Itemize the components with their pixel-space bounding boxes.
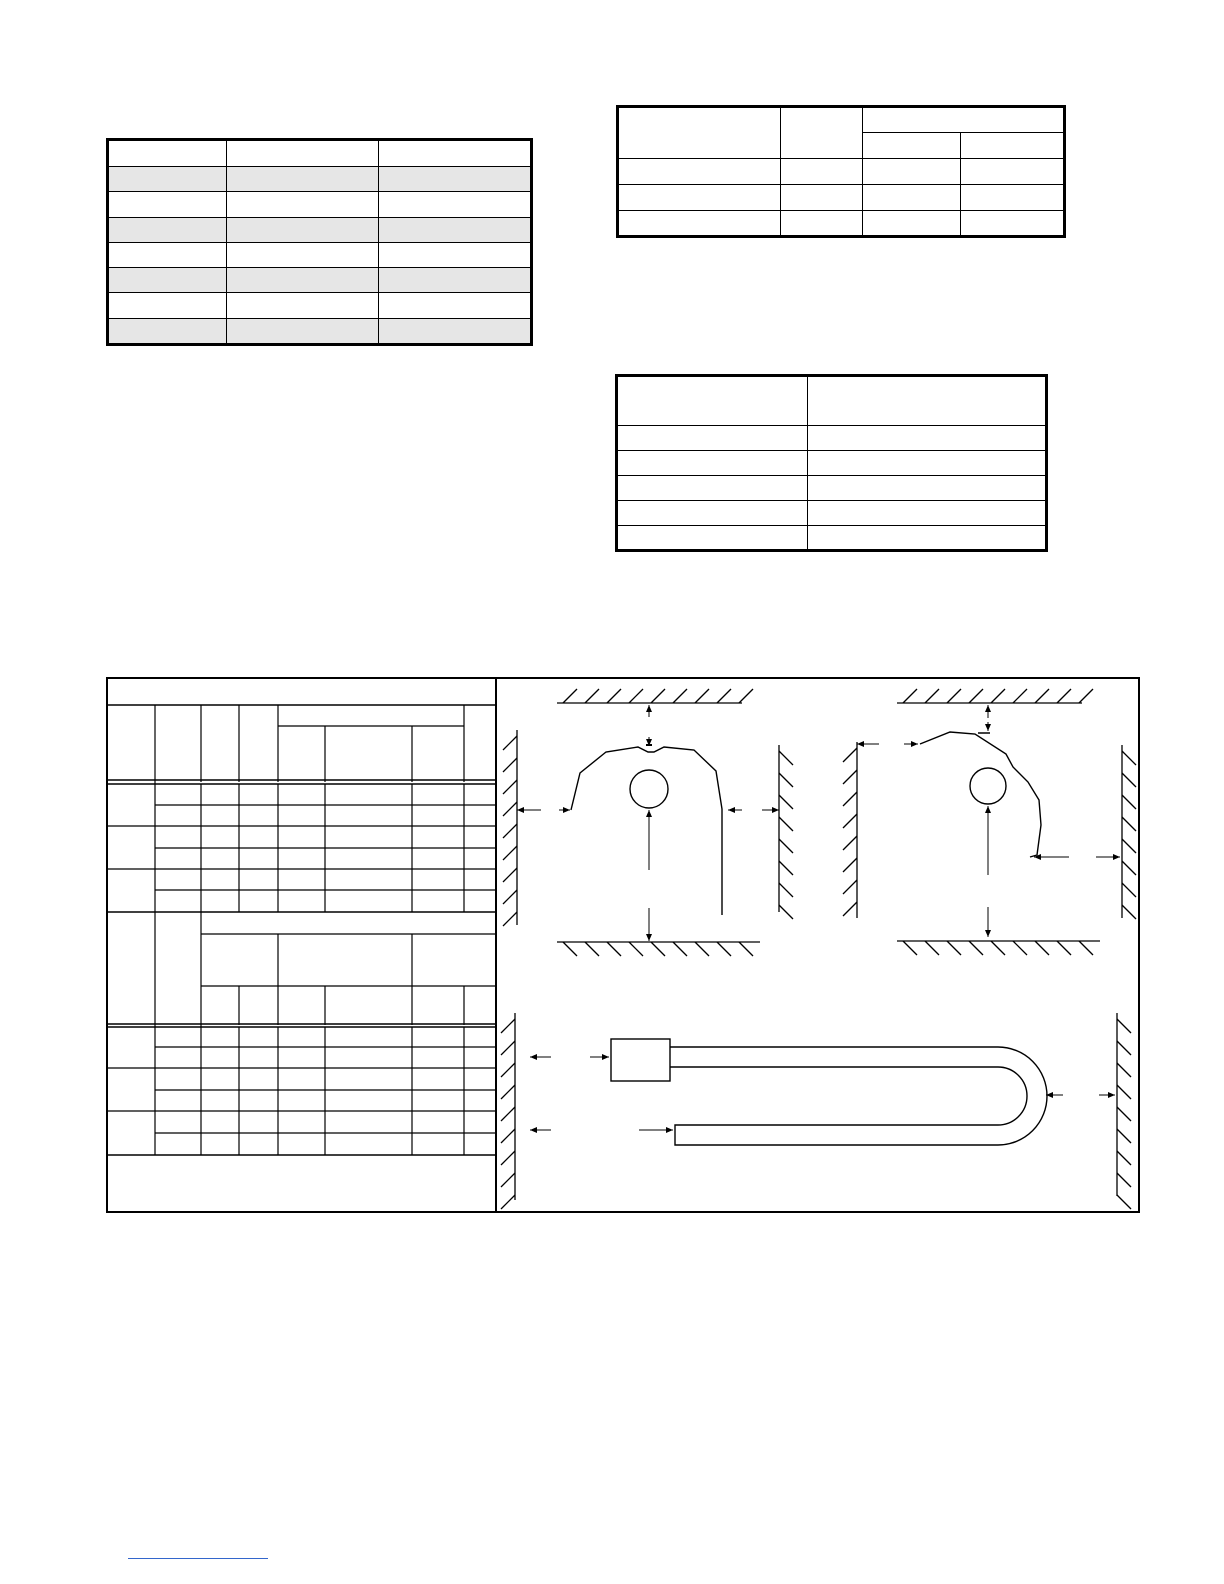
wall-hatch: [501, 1085, 515, 1099]
wall-hatch: [651, 942, 665, 956]
wall-hatch: [503, 868, 517, 882]
clearance-table: [107, 705, 496, 1155]
wall-hatch: [947, 689, 961, 703]
wall-hatch: [1122, 839, 1136, 853]
wall-hatch: [779, 861, 793, 875]
appliance-diagram-side: [920, 732, 1041, 857]
wall-hatch: [695, 689, 709, 703]
wall-hatch: [563, 689, 577, 703]
wall-hatch: [1117, 1063, 1131, 1077]
wall-hatch: [843, 858, 857, 872]
wall-hatch: [1057, 941, 1071, 955]
wall-hatch: [1117, 1107, 1131, 1121]
wall-hatch: [501, 1019, 515, 1033]
wall-hatch: [1117, 1195, 1131, 1209]
wall-hatch: [1057, 689, 1071, 703]
wall-hatch: [673, 942, 687, 956]
wall-hatch: [1117, 1151, 1131, 1165]
wall-hatch: [1122, 817, 1136, 831]
wall-hatch: [501, 1195, 515, 1209]
wall-hatch: [1122, 905, 1136, 919]
tube-heater-diagram: [611, 1039, 1047, 1145]
wall-hatch: [779, 905, 793, 919]
wall-hatch: [585, 689, 599, 703]
wall-hatch: [739, 689, 753, 703]
wall-hatches: [501, 689, 1136, 1209]
wall-hatch: [501, 1151, 515, 1165]
wall-hatch: [503, 912, 517, 926]
wall-hatch: [925, 689, 939, 703]
wall-hatch: [1117, 1085, 1131, 1099]
wall-hatch: [673, 689, 687, 703]
wall-hatch: [843, 902, 857, 916]
wall-hatch: [717, 689, 731, 703]
wall-hatch: [843, 880, 857, 894]
wall-hatch: [1117, 1129, 1131, 1143]
wall-hatch: [1122, 795, 1136, 809]
wall-hatch: [717, 942, 731, 956]
wall-hatch: [1035, 941, 1049, 955]
wall-hatch: [925, 941, 939, 955]
wall-hatch: [779, 839, 793, 853]
wall-hatch: [779, 795, 793, 809]
wall-hatch: [991, 689, 1005, 703]
wall-hatch: [1013, 689, 1027, 703]
wall-hatch: [903, 689, 917, 703]
wall-hatch: [629, 942, 643, 956]
wall-hatch: [903, 941, 917, 955]
wall-hatch: [585, 942, 599, 956]
wall-hatch: [1122, 751, 1136, 765]
wall-hatch: [779, 817, 793, 831]
wall-hatch: [1117, 1019, 1131, 1033]
wall-hatch: [779, 773, 793, 787]
wall-hatch: [1117, 1041, 1131, 1055]
figure-frame: [107, 678, 1139, 1212]
wall-hatch: [629, 689, 643, 703]
wall-hatch: [651, 689, 665, 703]
clearance-arrows-front: [517, 705, 779, 941]
wall-hatch: [739, 942, 753, 956]
wall-hatch: [503, 890, 517, 904]
wall-hatch: [607, 942, 621, 956]
wall-hatch: [501, 1041, 515, 1055]
wall-hatch: [563, 942, 577, 956]
wall-hatch: [779, 751, 793, 765]
wall-hatch: [843, 748, 857, 762]
wall-hatch: [1013, 941, 1027, 955]
wall-hatch: [843, 770, 857, 784]
wall-hatch: [503, 846, 517, 860]
wall-hatch: [969, 689, 983, 703]
wall-hatch: [503, 758, 517, 772]
wall-hatch: [1117, 1173, 1131, 1187]
footer-link[interactable]: [128, 1550, 268, 1559]
wall-hatch: [1079, 689, 1093, 703]
wall-hatch: [607, 689, 621, 703]
wall-hatch: [503, 802, 517, 816]
wall-hatch: [1035, 689, 1049, 703]
wall-hatch: [843, 836, 857, 850]
wall-hatch: [991, 941, 1005, 955]
wall-hatch: [501, 1173, 515, 1187]
wall-hatch: [1079, 941, 1093, 955]
wall-hatch: [843, 792, 857, 806]
wall-hatch: [503, 736, 517, 750]
wall-hatch: [969, 941, 983, 955]
wall-hatch: [947, 941, 961, 955]
wall-hatch: [695, 942, 709, 956]
wall-hatch: [501, 1107, 515, 1121]
wall-hatch: [501, 1063, 515, 1077]
wall-hatch: [779, 883, 793, 897]
wall-hatch: [843, 814, 857, 828]
clearance-arrows-side: [857, 705, 1120, 937]
wall-hatch: [1122, 883, 1136, 897]
appliance-diagram-front: [571, 745, 722, 915]
wall-hatch: [503, 824, 517, 838]
wall-hatch: [1122, 861, 1136, 875]
wall-hatch: [503, 780, 517, 794]
wall-hatch: [1122, 773, 1136, 787]
wall-hatch: [501, 1129, 515, 1143]
